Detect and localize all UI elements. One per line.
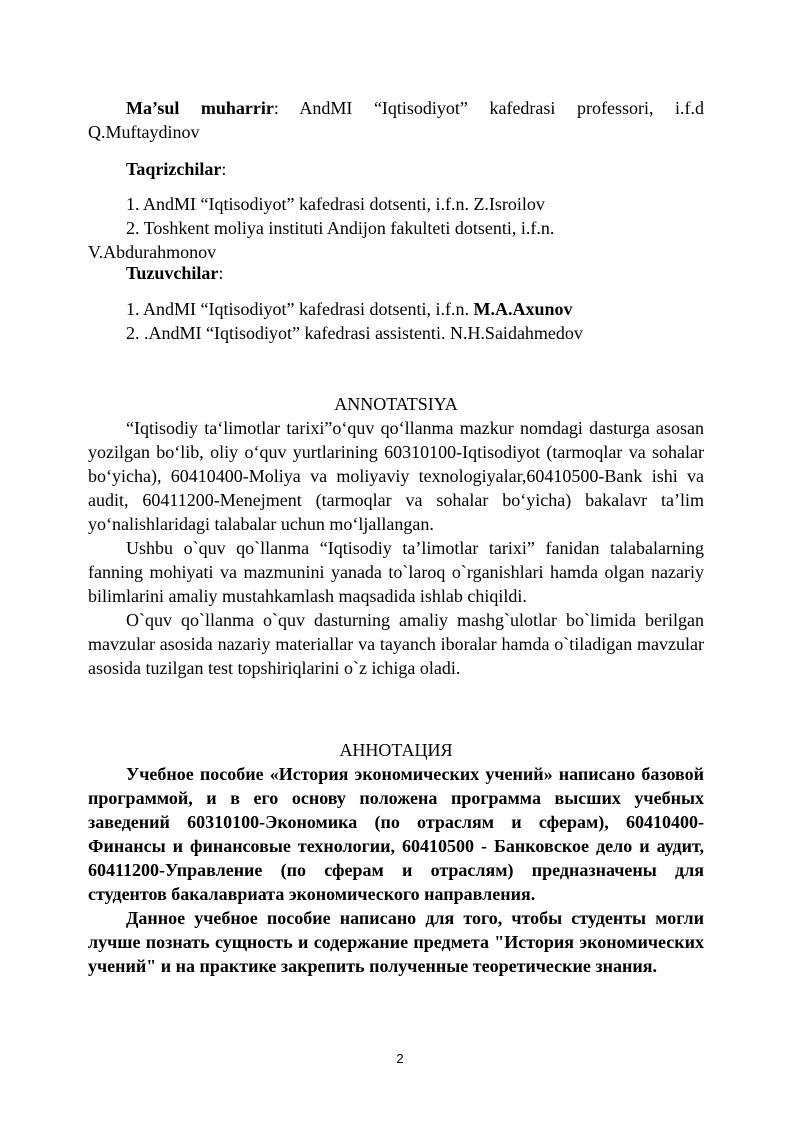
compilers-label: Tuzuvchilar [126, 263, 219, 283]
annotation-uz [88, 392, 704, 680]
editor-block [88, 96, 704, 144]
compilers-block [88, 261, 704, 285]
annotation-uz-paragraph: Ushbu o`quv qo`llanma “Iqtisodiy ta’limotlar tarixi” fanidan talabalarning fanning mohiyati va mazmunini yanada to`laroq o`rganishlari hamda olgan nazariy bilimlarini amaliy mustahkamlash maqsadida ishlab chiqildi. [88, 538, 704, 606]
reviewer-item: 1. AndMI “Iqtisodiyot” kafedrasi dotsenti, i.f.n. Z.Isroilov [126, 194, 545, 214]
annotation-ru-paragraph: Данное учебное пособие написано для того, чтобы студенты могли лучше познать сущность и содержание предмета "История экономических учений" и на практике закрепить полученные теоретические знания. [88, 908, 704, 976]
annotation-uz-title: ANNOTATSIYA [334, 394, 458, 414]
reviewers-heading: Taqrizchilar: [126, 159, 227, 179]
annotation-ru [88, 738, 704, 978]
compiler-item-name: M.A.Axunov [473, 299, 573, 319]
reviewers-block [88, 157, 704, 181]
compiler-item [88, 297, 704, 321]
annotation-ru-title: АННОТАЦИЯ [339, 740, 453, 760]
annotation-uz-paragraph: O`quv qo`llanma o`quv dasturning amaliy mashg`ulotlar bo`limida berilgan mavzular asosida nazariy materiallar va tayanch iboralar hamda o`tiladigan mavzular asosida tuzilgan test topshiriqlarini o`z ichiga oladi. [88, 610, 704, 678]
annotation-uz-paragraph: “Iqtisodiy ta‘limotlar tarixi”o‘quv qo‘llanma mazkur nomdagi dasturga asosan yozilgan bo‘lib, oliy o‘quv yurtlarining 60310100-Iqtisodiyot (tarmoqlar va sohalar bo‘yicha), 60410400-Moliya va moliyaviy texnologiyalar,60410500-Bank ishi va audit, 60411200-Menejment (tarmoqlar va sohalar bo‘yicha) bakalavr ta’lim yo‘nalishlaridagi talabalar uchun mo‘ljallangan. [88, 418, 704, 534]
compiler-item-prefix: 1. AndMI “Iqtisodiyot” kafedrasi dotsenti, i.f.n. [126, 299, 474, 319]
annotation-ru-paragraph: Учебное пособие «История экономических учений» написано базовой программой, и в его основу положена программа высших учебных заведений 60310100-Экономика (по отраслям и сферам), 60410400-Финансы и финансовые технологии, 60410500 - Банковское дело и аудит, 60411200-Управление (по сферам и отраслям) предназначены для студентов бакалавриата экономического направления. [88, 764, 704, 904]
reviewers-list [88, 192, 704, 264]
compilers-heading: Tuzuvchilar: [126, 263, 224, 283]
page-number: 2 [396, 1051, 404, 1066]
reviewer-item: 2. Toshkent moliya instituti Andijon fakulteti dotsenti, i.f.n. [126, 218, 555, 238]
compilers-list [88, 297, 704, 345]
editor-line [88, 96, 704, 144]
editor-label: Ma’sul muharrir [126, 98, 274, 118]
reviewer-item-tail: V.Abdurahmonov [88, 242, 217, 262]
compiler-item: 2. .AndMI “Iqtisodiyot” kafedrasi assistenti. N.H.Saidahmedov [126, 323, 583, 343]
editor-text: : AndMI “Iqtisodiyot” kafedrasi professori, i.f.d Q.Muftaydinov [88, 98, 704, 142]
reviewers-label: Taqrizchilar [126, 159, 222, 179]
